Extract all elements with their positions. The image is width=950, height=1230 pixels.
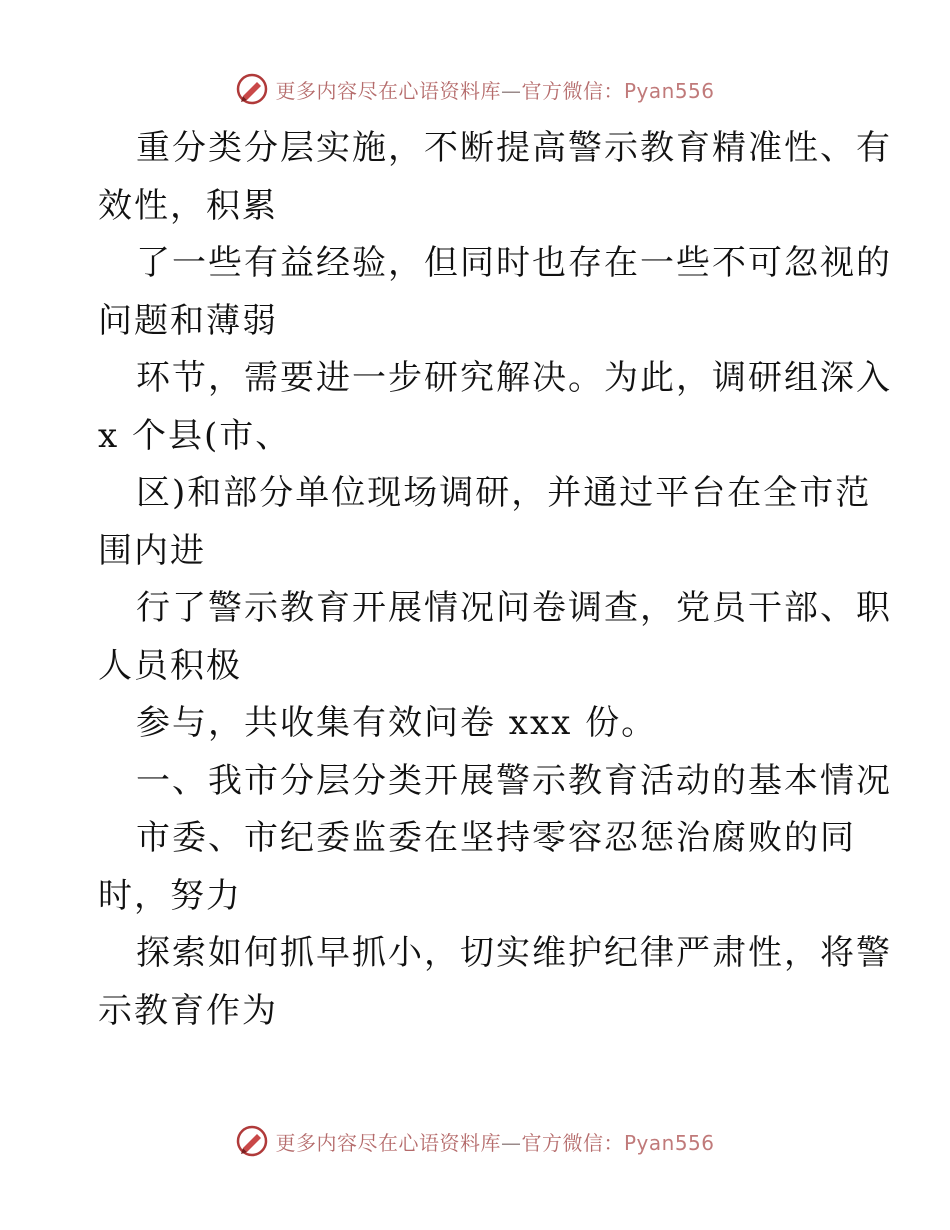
text-line: 人员积极 [98,645,242,686]
text-line: 了一些有益经验，但同时也存在一些不可忽视的 [136,243,892,283]
watermark-separator: — [500,1130,522,1155]
text-line: 行了警示教育开展情况问卷调查，党员干部、职 [136,588,892,628]
watermark-title: 更多内容尽在心语资料库 [275,78,501,103]
pen-logo-icon [235,1124,269,1158]
text-line: 示教育作为 [98,990,278,1031]
text-line: 时，努力 [98,875,242,916]
document-body [98,120,892,1040]
watermark-label: 官方微信： [521,1130,624,1155]
text-line: 环节，需要进一步研究解决。为此，调研组深入 [136,358,892,398]
text-line: 参与，共收集有效问卷 xxx 份。 [136,703,658,743]
watermark-id: Pyan556 [623,78,715,103]
watermark-text [275,1127,714,1156]
watermark-separator: — [500,78,522,103]
text-line: 效性，积累 [98,185,278,226]
watermark-text [275,75,714,104]
header-watermark [0,72,950,106]
pen-logo-icon [235,72,269,106]
text-line: 市委、市纪委监委在坚持零容忍惩治腐败的同 [136,818,856,858]
watermark-id: Pyan556 [623,1130,715,1155]
text-line: 探索如何抓早抓小，切实维护纪律严肃性，将警 [136,933,892,973]
text-line: 问题和薄弱 [98,300,278,341]
text-line: x 个县(市、 [98,415,292,456]
section-heading: 一、我市分层分类开展警示教育活动的基本情况 [136,760,892,801]
text-line: 围内进 [98,530,206,571]
watermark-title: 更多内容尽在心语资料库 [275,1130,501,1155]
text-line: 重分类分层实施，不断提高警示教育精准性、有 [136,128,892,168]
watermark-label: 官方微信： [521,78,624,103]
footer-watermark [0,1124,950,1158]
text-line: 区)和部分单位现场调研，并通过平台在全市范 [136,473,872,513]
